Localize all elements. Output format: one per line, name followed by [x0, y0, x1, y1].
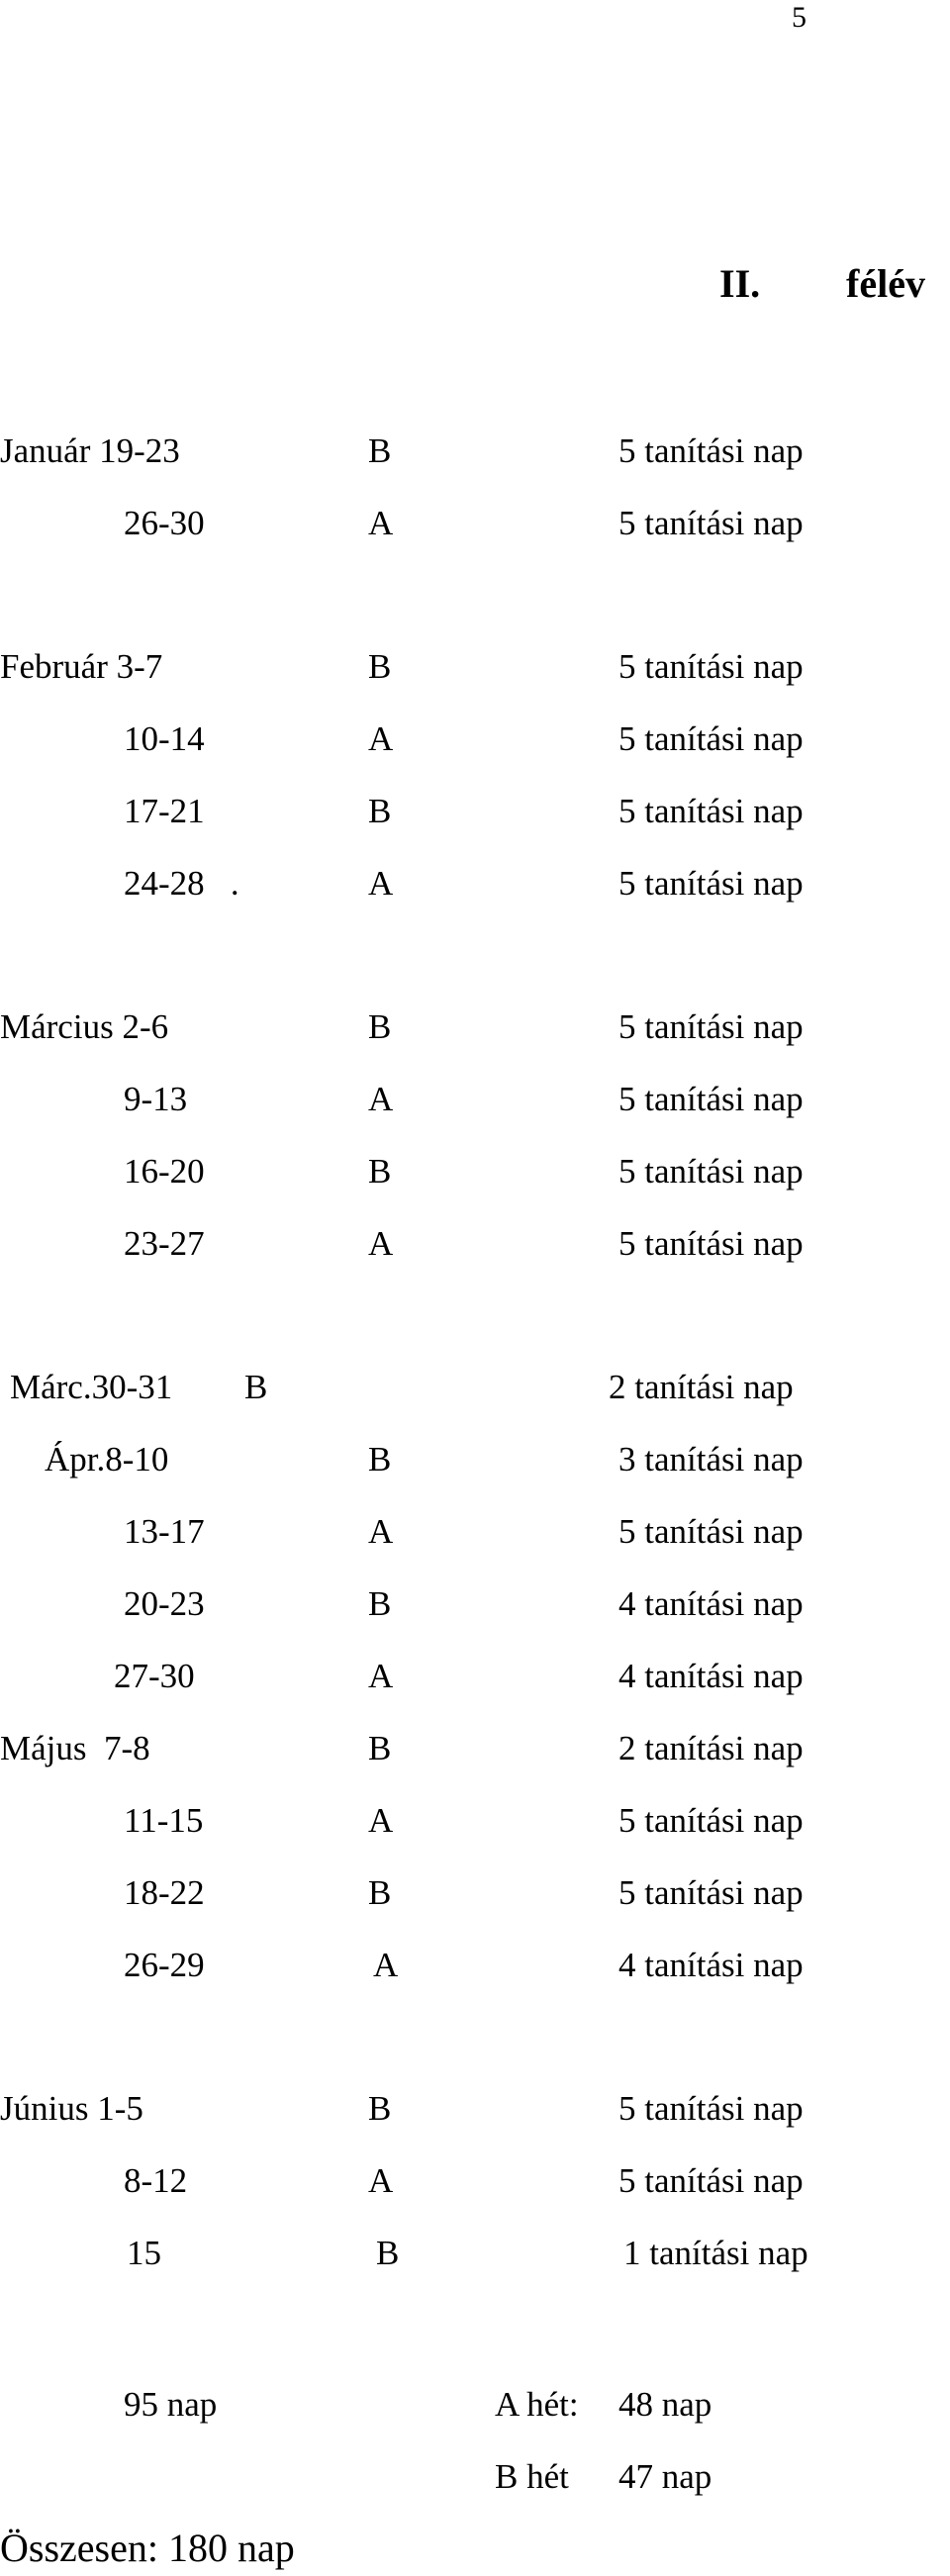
row-date: 26-29 — [124, 1946, 205, 1984]
row-week: B — [368, 2089, 392, 2128]
row-date: Március 2-6 — [0, 1007, 169, 1046]
row-days: 5 tanítási nap — [618, 792, 804, 830]
row-week: A — [368, 504, 394, 542]
row-days: 5 tanítási nap — [618, 2161, 804, 2200]
row-date: Ápr.8-10 — [45, 1440, 169, 1479]
row-days: 5 tanítási nap — [618, 1512, 804, 1551]
page-number: 5 — [792, 1, 807, 34]
row-days: 5 tanítási nap — [618, 504, 804, 542]
row-date: 20-23 — [124, 1584, 205, 1623]
heading-numeral: II. — [719, 261, 761, 306]
row-date: 9-13 — [124, 1080, 188, 1118]
row-date: 13-17 — [124, 1512, 205, 1551]
grand-total: Összesen: 180 nap — [0, 2526, 295, 2570]
row-days: 2 tanítási nap — [618, 1729, 804, 1767]
row-days: 3 tanítási nap — [618, 1440, 804, 1479]
row-days: 4 tanítási nap — [618, 1584, 804, 1623]
row-week: A — [368, 1801, 394, 1840]
row-week: A — [373, 1946, 399, 1984]
b-week-label: B hét — [495, 2457, 569, 2496]
row-date: Május 7-8 — [0, 1729, 150, 1767]
row-days: 5 tanítási nap — [618, 1224, 804, 1263]
row-week: B — [368, 1007, 392, 1046]
a-week-label: A hét: — [495, 2385, 579, 2424]
row-week: B — [244, 1368, 268, 1406]
row-date: 26-30 — [124, 504, 205, 542]
row-date: 11-15 — [124, 1801, 204, 1840]
row-days: 5 tanítási nap — [618, 2089, 804, 2128]
row-date: Február 3-7 — [0, 647, 163, 686]
row-days: 5 tanítási nap — [618, 1801, 804, 1840]
row-days: 4 tanítási nap — [618, 1657, 804, 1695]
row-week: B — [368, 792, 392, 830]
row-days: 5 tanítási nap — [618, 864, 804, 903]
row-week: B — [368, 1584, 392, 1623]
row-week: B — [368, 1729, 392, 1767]
row-week: B — [368, 1152, 392, 1191]
row-week: B — [368, 647, 392, 686]
row-date: 16-20 — [124, 1152, 205, 1191]
row-week: A — [368, 1080, 394, 1118]
row-date: 17-21 — [124, 792, 205, 830]
row-week: A — [368, 864, 394, 903]
heading-word: félév — [846, 261, 925, 306]
row-days: 2 tanítási nap — [609, 1368, 794, 1406]
row-week: A — [368, 1657, 394, 1695]
row-week: A — [368, 2161, 394, 2200]
total-days: 95 nap — [124, 2385, 218, 2424]
row-days: 5 tanítási nap — [618, 1873, 804, 1912]
row-week: A — [368, 719, 394, 758]
row-days: 5 tanítási nap — [618, 1080, 804, 1118]
row-date: 15 — [127, 2234, 161, 2272]
row-week: B — [368, 431, 392, 470]
row-days: 5 tanítási nap — [618, 1007, 804, 1046]
row-days: 5 tanítási nap — [618, 431, 804, 470]
row-date: 10-14 — [124, 719, 205, 758]
row-date: Márc.30-31 — [10, 1368, 173, 1406]
row-days: 5 tanítási nap — [618, 719, 804, 758]
row-days: 5 tanítási nap — [618, 1152, 804, 1191]
row-week: A — [368, 1224, 394, 1263]
row-week: B — [368, 1440, 392, 1479]
row-week: B — [376, 2234, 400, 2272]
b-week-days: 47 nap — [618, 2457, 712, 2496]
row-date: 27-30 — [114, 1657, 195, 1695]
row-days: 1 tanítási nap — [623, 2234, 808, 2272]
row-date: 8-12 — [124, 2161, 188, 2200]
row-days: 4 tanítási nap — [618, 1946, 804, 1984]
row-date: Június 1-5 — [0, 2089, 143, 2128]
a-week-days: 48 nap — [618, 2385, 712, 2424]
row-date: Január 19-23 — [0, 431, 180, 470]
row-days: 5 tanítási nap — [618, 647, 804, 686]
row-week: A — [368, 1512, 394, 1551]
row-week: B — [368, 1873, 392, 1912]
row-date: 23-27 — [124, 1224, 205, 1263]
row-date: 18-22 — [124, 1873, 205, 1912]
row-date: 24-28 . — [124, 864, 239, 903]
